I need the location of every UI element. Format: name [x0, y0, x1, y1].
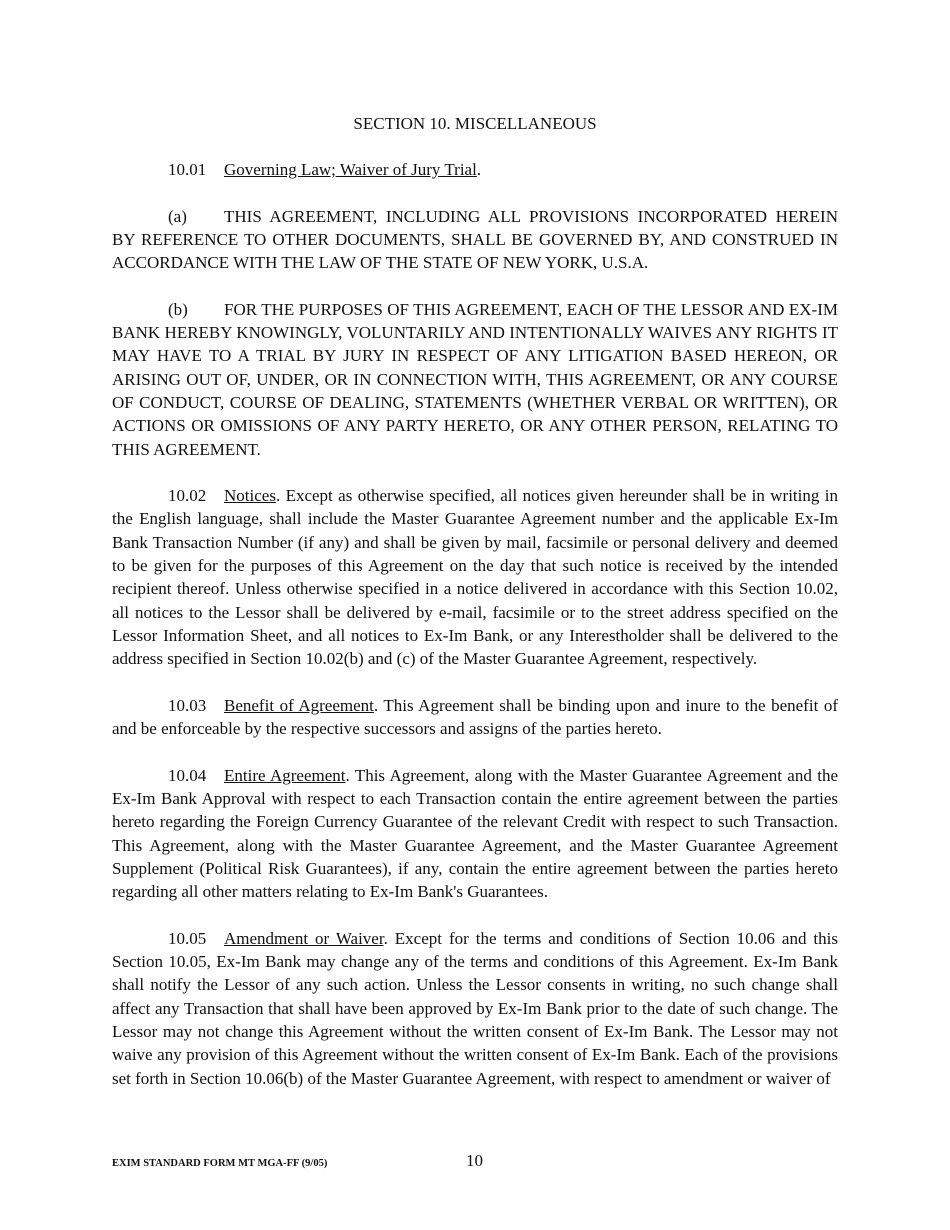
- footer-form-id: EXIM STANDARD FORM MT MGA-FF (9/05): [112, 1158, 328, 1169]
- section-text: . This Agreement shall be binding upon and inure to the benefit of and be enforceable by the respective successors and assigns of the parties hereto.: [112, 695, 838, 739]
- section-title-underlined: Notices: [224, 486, 276, 506]
- clause-label: (a): [168, 206, 187, 226]
- section-title-end: .: [476, 160, 482, 179]
- section-title: SECTION 10. MISCELLANEOUS: [353, 114, 597, 133]
- section-10-01-heading: [112, 158, 838, 181]
- section-title-underlined: Governing Law; Waiver of Jury Trial: [224, 160, 477, 179]
- document-page: [112, 112, 838, 1113]
- section-number: 10.01: [168, 160, 207, 179]
- section-10-05: [112, 927, 838, 1090]
- clause-text: FOR THE PURPOSES OF THIS AGREEMENT, EACH OF THE LESSOR AND EX-IM BANK HEREBY KNOWINGLY, VOLUNTARILY AND INTENTIONALLY WAIVES ANY RIGHTS IT MAY HAVE TO A TRIAL BY JURY IN RESPECT OF ANY LITIGATION BASED HEREON, OR ARISING OUT OF, UNDER, OR IN CONNECTION WITH, THIS AGREEMENT, OR ANY COURSE OF CONDUCT, COURSE OF DEALING, STATEMENTS (WHETHER VERBAL OR WRITTEN), OR ACTIONS OR OMISSIONS OF ANY PARTY HERETO, OR ANY OTHER PERSON, RELATING TO THIS AGREEMENT.: [112, 299, 838, 459]
- section-10-04: [112, 764, 838, 904]
- section-text: . This Agreement, along with the Master Guarantee Agreement and the Ex-Im Bank Approval with respect to each Transaction contain the entire agreement between the parties hereto regarding the Foreign Currency Guarantee of the relevant Credit with respect to such Transaction. This Agreement, along with the Master Guarantee Agreement, and the Master Guarantee Agreement Supplement (Political Risk Guarantees), if any, contain the entire agreement between the parties hereto regarding all other matters relating to Ex-Im Bank's Guarantees.: [112, 765, 838, 902]
- section-number: 10.03: [168, 695, 207, 715]
- section-title-underlined: Entire Agreement: [224, 765, 346, 785]
- section-text: . Except as otherwise specified, all notices given hereunder shall be in writing in the English language, shall include the Master Guarantee Agreement number and the applicable Ex-Im Bank Transaction Number (if any) and shall be given by mail, facsimile or personal delivery and deemed to be given for the purposes of this Agreement on the day that such notice is received by the intended recipient thereof. Unless otherwise specified in a notice delivered in accordance with this Section 10.02, all notices to the Lessor shall be delivered by e-mail, facsimile or to the street address specified on the Lessor Information Sheet, and all notices to Ex-Im Bank, or any Interestholder shall be delivered to the address specified in Section 10.02(b) and (c) of the Master Guarantee Agreement, respectively.: [112, 486, 838, 669]
- section-10-02: [112, 484, 838, 670]
- clause-10-01-b: [112, 298, 838, 461]
- section-title-underlined: Amendment or Waiver: [224, 928, 384, 948]
- section-text: . Except for the terms and conditions of Section 10.06 and this Section 10.05, Ex-Im Bank may change any of the terms and conditions of this Agreement. Ex-Im Bank shall notify the Lessor of any such action. Unless the Lessor consents in writing, no such change shall affect any Transaction that shall have been approved by Ex-Im Bank prior to the date of such change. The Lessor may not change this Agreement without the written consent of Ex-Im Bank. The Lessor may not waive any provision of this Agreement without the written consent of Ex-Im Bank. Each of the provisions set forth in Section 10.06(b) of the Master Guarantee Agreement, with respect to amendment or waiver of: [112, 928, 838, 1088]
- page-number: 10: [466, 1151, 483, 1170]
- section-10-03: [112, 694, 838, 741]
- clause-label: (b): [168, 299, 188, 319]
- clause-text: THIS AGREEMENT, INCLUDING ALL PROVISIONS INCORPORATED HEREIN BY REFERENCE TO OTHER DOCUMENTS, SHALL BE GOVERNED BY, AND CONSTRUED IN ACCORDANCE WITH THE LAW OF THE STATE OF NEW YORK, U.S.A.: [112, 206, 838, 273]
- section-number: 10.02: [168, 486, 207, 506]
- clause-10-01-a: [112, 205, 838, 275]
- section-number: 10.05: [168, 928, 207, 948]
- section-number: 10.04: [168, 765, 207, 785]
- section-title-underlined: Benefit of Agreement: [224, 695, 374, 715]
